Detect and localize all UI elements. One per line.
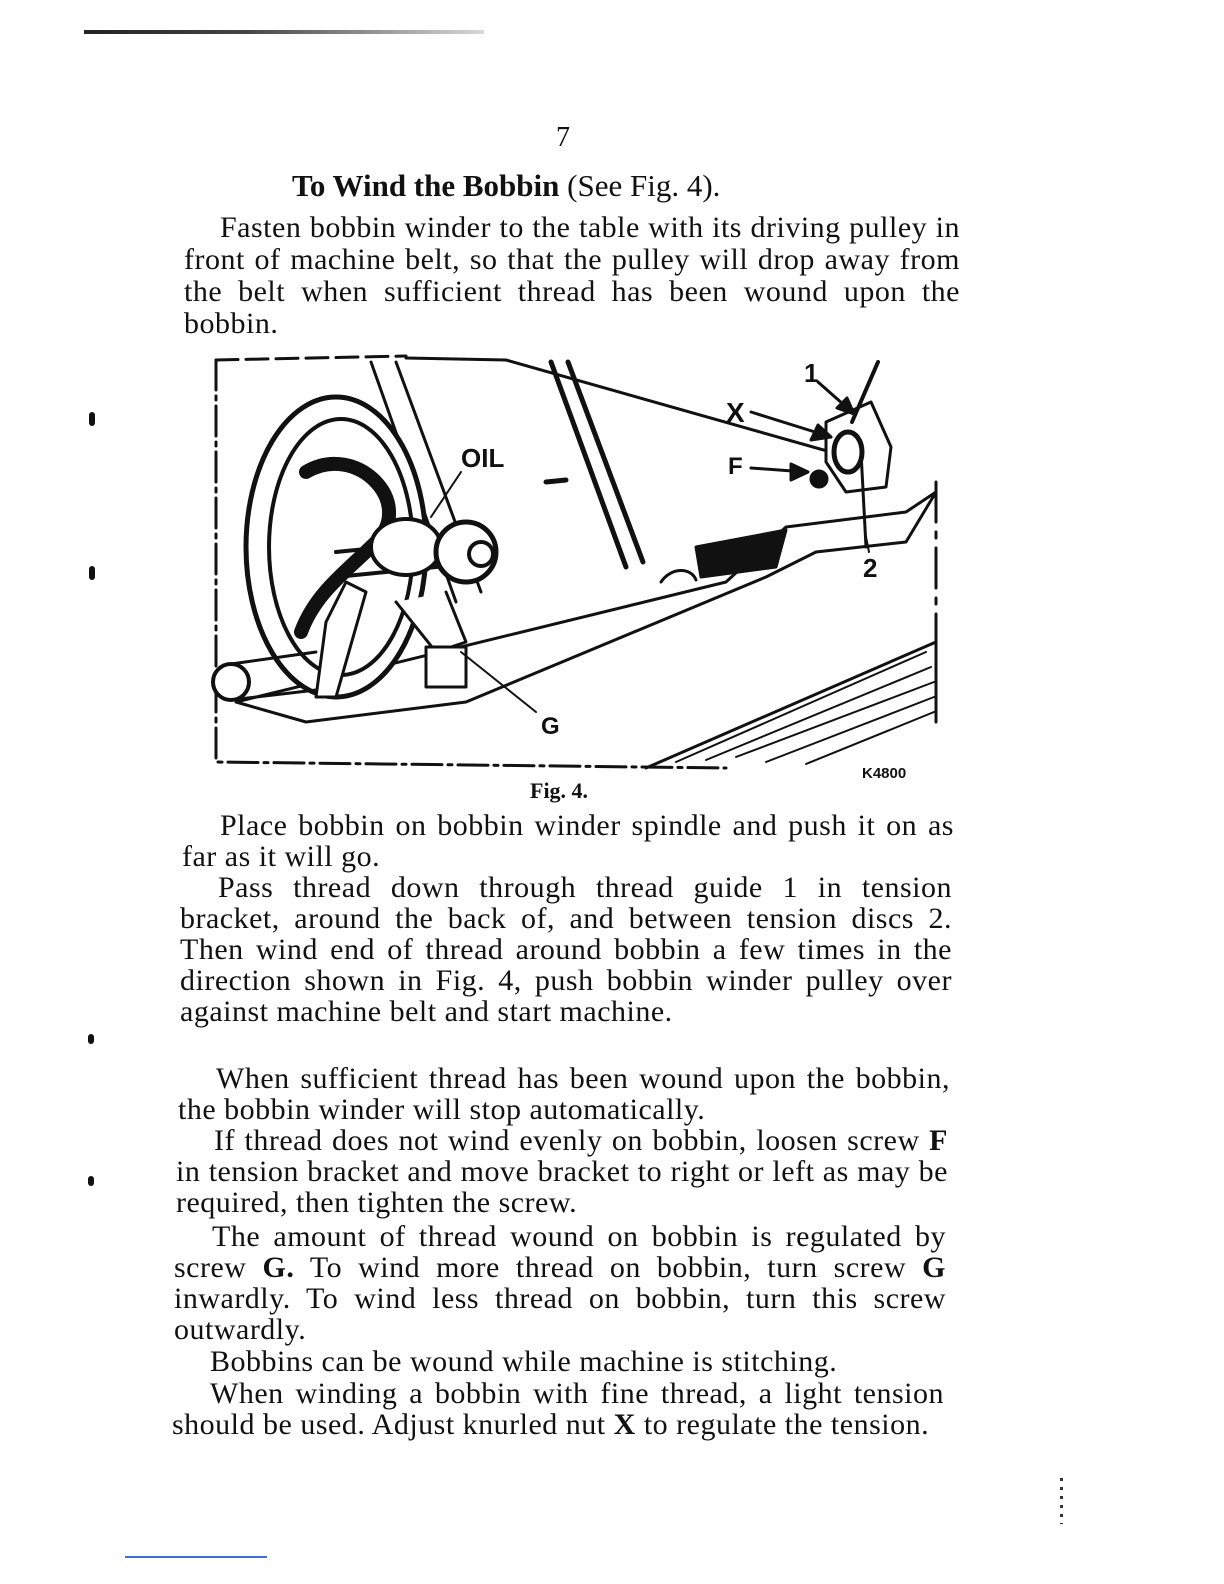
paragraph-fine-thread	[172, 1378, 944, 1440]
latch-mark	[661, 570, 696, 582]
callout-1: 1	[804, 358, 819, 388]
knob-end	[213, 664, 249, 700]
p5-text-c: To wind more thread on bobbin, turn screw	[294, 1251, 923, 1284]
margin-mark	[89, 566, 95, 580]
p5-text-e: inwardly. To wind less thread on bobbin, turn this screw outwardly.	[174, 1282, 946, 1346]
latch-block	[426, 647, 466, 687]
p4-text-a: If thread does not wind evenly on bobbin, loosen screw	[214, 1124, 930, 1157]
p7-text-a: When winding a bobbin with fine thread, a light tension should be used. Adjust knurled nut	[172, 1377, 944, 1441]
callout-oil: OIL	[461, 443, 505, 473]
p5-text-a: The amount of thread wound on bobbin is regulated by screw	[174, 1220, 946, 1284]
page-number: 7	[556, 122, 570, 153]
oil-hole-mark	[546, 480, 566, 482]
leader-oil	[431, 472, 461, 517]
paragraph-wind-evenly	[176, 1125, 948, 1218]
paragraph-stop-automatically: When sufficient thread has been wound upon the bobbin, the bobbin winder will stop automatically.	[178, 1062, 950, 1126]
paragraph-while-stitching: Bobbins can be wound while machine is stitching.	[210, 1345, 838, 1378]
arrow-f-head	[791, 464, 808, 480]
callout-f: F	[728, 453, 743, 480]
p7-text-c: to regulate the tension.	[635, 1408, 930, 1441]
heading-figure-ref: (See Fig. 4).	[567, 168, 721, 203]
bottom-rule	[125, 1556, 267, 1558]
wood-grain	[676, 652, 934, 764]
figure-caption: Fig. 4.	[530, 778, 589, 803]
screw-f	[811, 471, 827, 487]
screw-g-ref-2: G	[922, 1251, 947, 1284]
margin-mark	[89, 412, 95, 426]
margin-mark	[88, 1034, 94, 1044]
callout-g: G	[541, 713, 560, 740]
screw-g-ref: G.	[262, 1251, 295, 1284]
callout-x: X	[726, 397, 745, 428]
tension-discs	[834, 432, 862, 472]
frame-border	[216, 356, 406, 360]
margin-mark	[88, 1176, 94, 1186]
screw-f-ref: F	[929, 1124, 948, 1157]
paragraph-amount-of-thread	[174, 1221, 946, 1345]
bobbin-winder-illustration	[206, 352, 946, 782]
belt-strap	[551, 362, 643, 567]
intro-paragraph: Fasten bobbin winder to the table with its driving pulley in front of machine belt, so that the pulley will drop away from the belt when sufficient thread has been wound upon the bobbin.	[184, 211, 960, 340]
nut-x-ref: X	[613, 1408, 636, 1441]
heading-title: To Wind the Bobbin	[292, 168, 560, 203]
p4-text-c: in tension bracket and move bracket to right or left as may be required, then tighten the screw.	[176, 1155, 948, 1219]
paragraph-pass-thread: Pass thread down through thread guide 1 in tension bracket, around the back of, and between tension discs 2. Then wind end of thread around bobbin a few times in the direction shown in Fig. 4, push bobbin winder pulley over against machine belt and start machine.	[180, 871, 952, 1028]
figure-code: K4800	[862, 765, 907, 782]
scan-dots	[1060, 1478, 1063, 1524]
callout-2: 2	[863, 553, 878, 583]
bobbin-end	[469, 542, 493, 566]
paragraph-place-bobbin: Place bobbin on bobbin winder spindle and push it on as far as it will go.	[182, 809, 954, 873]
winder-hub	[371, 519, 441, 575]
section-heading	[292, 168, 720, 204]
wood-table	[646, 642, 936, 768]
scan-artifact-line	[84, 30, 484, 34]
